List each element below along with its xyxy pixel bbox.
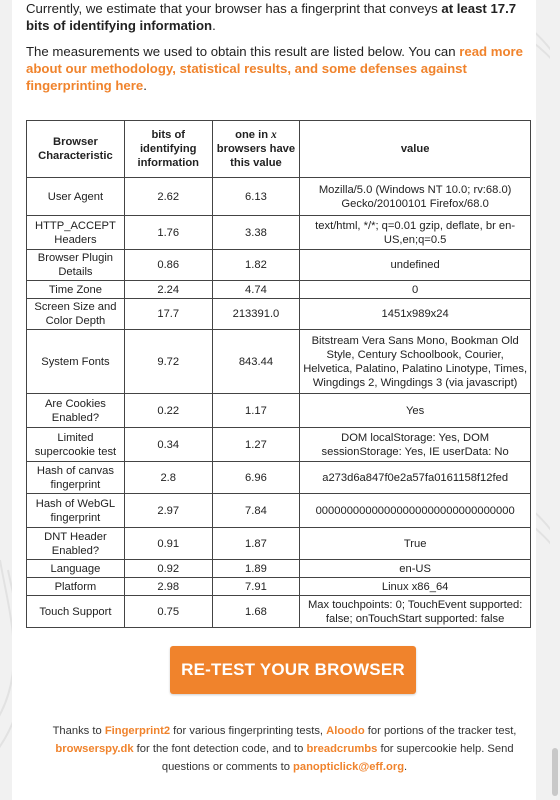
methodology-link[interactable]: read more about our methodology, statistical results, and some defenses against fingerprinting here	[26, 44, 524, 93]
row-bits: 2.98	[124, 578, 212, 596]
row-bits: 0.92	[124, 560, 212, 578]
row-characteristic: User Agent	[27, 178, 125, 216]
header-value: value	[300, 121, 531, 178]
row-value: 00000000000000000000000000000000	[300, 494, 531, 528]
row-bits: 9.72	[124, 330, 212, 394]
estimate-bits: at least 17.7 bits of identifying information	[26, 1, 517, 33]
table-row	[27, 596, 531, 628]
row-characteristic: Are Cookies Enabled?	[27, 394, 125, 428]
table-row	[27, 462, 531, 494]
row-one-in: 6.13	[212, 178, 300, 216]
row-value: en-US	[300, 560, 531, 578]
footer-text: for portions of the tracker test,	[364, 725, 517, 737]
row-characteristic: Hash of canvas fingerprint	[27, 462, 125, 494]
row-characteristic: Language	[27, 560, 125, 578]
row-one-in: 1.82	[212, 250, 300, 281]
table-row	[27, 281, 531, 299]
row-bits: 1.76	[124, 216, 212, 250]
table-row	[27, 578, 531, 596]
header-bits: bits of identifying information	[124, 121, 212, 178]
email-link[interactable]: panopticlick@eff.org	[293, 761, 405, 773]
row-bits: 0.75	[124, 596, 212, 628]
footer-text: .	[404, 761, 408, 773]
table-row	[27, 250, 531, 281]
table-row	[27, 394, 531, 428]
footer-text: for various fingerprinting tests,	[170, 725, 327, 737]
fingerprint2-link[interactable]: Fingerprint2	[104, 725, 171, 737]
header-browser-characteristic: Browser Characteristic	[27, 121, 125, 178]
row-bits: 0.22	[124, 394, 212, 428]
measurements-text: The measurements we used to obtain this result are listed below. You can	[26, 44, 460, 59]
main-content	[12, 0, 536, 800]
row-value: Linux x86_64	[300, 578, 531, 596]
table-row	[27, 428, 531, 462]
table-row	[27, 299, 531, 330]
estimate-text: Currently, we estimate that your browser has a fingerprint that conveys	[26, 1, 442, 16]
row-one-in: 6.96	[212, 462, 300, 494]
row-one-in: 1.17	[212, 394, 300, 428]
row-characteristic: Screen Size and Color Depth	[27, 299, 125, 330]
row-characteristic: Time Zone	[27, 281, 125, 299]
row-value: a273d6a847f0e2a57fa0161158f12fed	[300, 462, 531, 494]
row-characteristic: Platform	[27, 578, 125, 596]
row-characteristic: System Fonts	[27, 330, 125, 394]
retest-browser-button[interactable]: RE-TEST YOUR BROWSER	[170, 646, 416, 694]
table-header-row	[27, 121, 531, 178]
row-bits: 17.7	[124, 299, 212, 330]
row-value: Bitstream Vera Sans Mono, Bookman Old Style, Century Schoolbook, Courier, Helvetica, Palatino, Palatino Linotype, Times, Wingdings 2, Wingdings 3 (via javascript)	[300, 330, 531, 394]
row-value: Yes	[300, 394, 531, 428]
measurements-paragraph	[26, 43, 536, 94]
row-value: Mozilla/5.0 (Windows NT 10.0; rv:68.0) Gecko/20100101 Firefox/68.0	[300, 178, 531, 216]
footer-text: for the font detection code, and to	[133, 743, 307, 755]
header-one-in-pre: one in	[235, 129, 272, 141]
footer-text: Thanks to	[52, 725, 105, 737]
row-bits: 0.86	[124, 250, 212, 281]
row-characteristic: Browser Plugin Details	[27, 250, 125, 281]
row-bits: 0.34	[124, 428, 212, 462]
aloodo-link[interactable]: Aloodo	[326, 725, 365, 737]
header-one-in-x	[212, 121, 300, 178]
row-value: text/html, */*; q=0.01 gzip, deflate, br en-US,en;q=0.5	[300, 216, 531, 250]
row-value: True	[300, 528, 531, 560]
header-one-in-post: browsers have this value	[216, 143, 296, 169]
row-one-in: 1.87	[212, 528, 300, 560]
row-one-in: 1.89	[212, 560, 300, 578]
browserspy-link[interactable]: browserspy.dk	[55, 743, 134, 755]
fingerprint-results-table	[26, 120, 531, 628]
row-bits: 2.24	[124, 281, 212, 299]
header-one-in-x-var: x	[271, 129, 277, 141]
row-value: Max touchpoints: 0; TouchEvent supported: false; onTouchStart supported: false	[300, 596, 531, 628]
measurements-period: .	[143, 78, 147, 93]
row-characteristic: Hash of WebGL fingerprint	[27, 494, 125, 528]
table-row	[27, 330, 531, 394]
row-one-in: 1.68	[212, 596, 300, 628]
row-one-in: 4.74	[212, 281, 300, 299]
estimate-paragraph	[26, 0, 536, 34]
row-characteristic: Limited supercookie test	[27, 428, 125, 462]
row-value: 1451x989x24	[300, 299, 531, 330]
row-one-in: 213391.0	[212, 299, 300, 330]
row-characteristic: HTTP_ACCEPT Headers	[27, 216, 125, 250]
table-row	[27, 528, 531, 560]
row-one-in: 3.38	[212, 216, 300, 250]
page-scrollbar[interactable]	[550, 0, 560, 800]
row-one-in: 843.44	[212, 330, 300, 394]
scrollbar-thumb[interactable]	[552, 748, 558, 796]
intro-text	[26, 0, 536, 103]
breadcrumbs-link[interactable]: breadcrumbs	[306, 743, 378, 755]
footer-text: for supercookie help. Send questions or comments to	[161, 743, 514, 773]
row-value: 0	[300, 281, 531, 299]
estimate-period: .	[212, 18, 216, 33]
table-row	[27, 216, 531, 250]
row-characteristic: Touch Support	[27, 596, 125, 628]
row-one-in: 1.27	[212, 428, 300, 462]
row-bits: 2.97	[124, 494, 212, 528]
table-row	[27, 178, 531, 216]
table-row	[27, 494, 531, 528]
row-bits: 2.8	[124, 462, 212, 494]
row-bits: 2.62	[124, 178, 212, 216]
row-value: DOM localStorage: Yes, DOM sessionStorage: Yes, IE userData: No	[300, 428, 531, 462]
row-bits: 0.91	[124, 528, 212, 560]
credits-footer	[32, 722, 537, 776]
row-one-in: 7.91	[212, 578, 300, 596]
row-value: undefined	[300, 250, 531, 281]
row-one-in: 7.84	[212, 494, 300, 528]
row-characteristic: DNT Header Enabled?	[27, 528, 125, 560]
table-row	[27, 560, 531, 578]
